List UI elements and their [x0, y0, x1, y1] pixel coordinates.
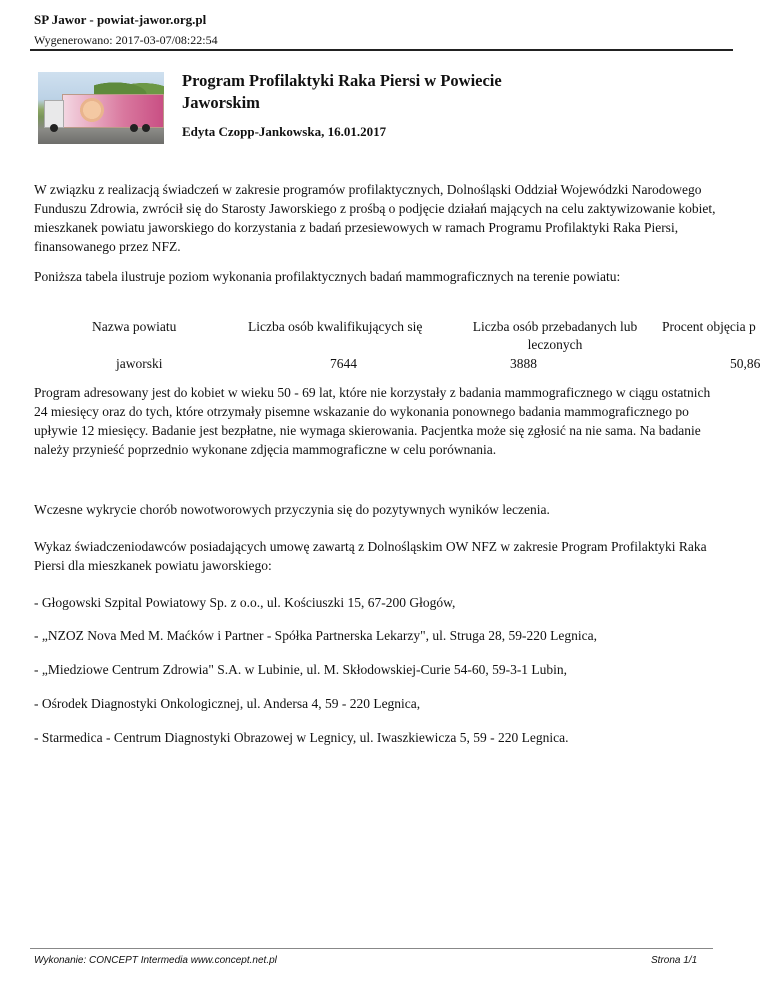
provider-item: - „NZOZ Nova Med M. Maćków i Partner - Spółka Partnerska Lekarzy", ul. Struga 28, 59-220 Legnica, [34, 628, 597, 643]
paragraph-early-detection: Wczesne wykrycie chorób nowotworowych przyczynia się do pozytywnych wyników leczenia. [34, 502, 550, 517]
article-byline: Edyta Czopp-Jankowska, 16.01.2017 [182, 124, 387, 139]
paragraph-intro: W związku z realizacją świadczeń w zakresie programów profilaktycznych, Dolnośląski Oddział Wojewódzki Narodowego Funduszu Zdrowia, zwrócił się do Starosty Jaworskiego z prośbą o podjęcie działań mających na celu zaktywizowanie kobiet, mieszkanek powiatu jaworskiego do korzystania z badań przesiewowych w ramach Programu Profilaktyki Raka Piersi, finansowanego przez NFZ. [34, 182, 716, 254]
article-thumbnail-mammobus [38, 72, 164, 144]
page-number: Strona 1/1 [651, 955, 698, 966]
provider-item: - Głogowski Szpital Powiatowy Sp. z o.o., ul. Kościuszki 15, 67-200 Głogów, [34, 595, 456, 610]
thumbnail-wheel [130, 124, 138, 132]
table-cell-county: jaworski [116, 356, 163, 371]
paragraph-providers-intro: Wykaz świadczeniodawców posiadających umowę zawartą z Dolnośląskim OW NFZ w zakresie Program Profilaktyki Raka Piersi dla mieszkanek powiatu jaworskiego: [34, 539, 707, 573]
thumbnail-wheel [142, 124, 150, 132]
table-header-percent: Procent objęcia p [662, 319, 756, 334]
footer-divider [30, 948, 713, 949]
footer-credit: Wykonanie: CONCEPT Intermedia www.concept.net.pl [34, 955, 277, 966]
thumbnail-portrait [78, 96, 106, 124]
header-divider [30, 49, 733, 51]
generation-date: Wygenerowano: 2017-03-07/08:22:54 [34, 33, 218, 47]
table-header-eligible: Liczba osób kwalifikujących się [248, 319, 423, 334]
table-cell-percent: 50,86 [730, 356, 761, 371]
table-cell-eligible: 7644 [330, 356, 357, 371]
paragraph-program-details: Program adresowany jest do kobiet w wieku 50 - 69 lat, które nie korzystały z badania mammograficznego w ciągu ostatnich 24 miesięcy oraz do tych, które otrzymały pisemne wskazanie do wykonania ponownego badania mammograficznego po upływie 12 miesięcy. Badanie jest bezpłatne, nie wymaga skierowania. Pacjentka może się zgłosić na nie sama. Na badanie należy przynieść poprzednio wykonane zdjęcia mammograficzne w celu porównania. [34, 385, 711, 457]
provider-item: - „Miedziowe Centrum Zdrowia" S.A. w Lubinie, ul. M. Skłodowskiej-Curie 54-60, 59-3-1 Lubin, [34, 662, 568, 677]
table-header-examined: Liczba osób przebadanych lub leczonych [472, 319, 638, 352]
table-header-county: Nazwa powiatu [92, 319, 177, 334]
provider-item: - Starmedica - Centrum Diagnostyki Obrazowej w Legnicy, ul. Iwaszkiewicza 5, 59 - 220 Legnica. [34, 730, 569, 745]
site-title: SP Jawor - powiat-jawor.org.pl [34, 12, 207, 27]
thumbnail-wheel [50, 124, 58, 132]
article-title: Program Profilaktyki Raka Piersi w Powiecie Jaworskim [182, 71, 502, 112]
paragraph-table-intro: Poniższa tabela ilustruje poziom wykonania profilaktycznych badań mammograficznych na terenie powiatu: [34, 269, 621, 284]
provider-item: - Ośrodek Diagnostyki Onkologicznej, ul. Andersa 4, 59 - 220 Legnica, [34, 696, 421, 711]
table-cell-examined: 3888 [510, 356, 537, 371]
